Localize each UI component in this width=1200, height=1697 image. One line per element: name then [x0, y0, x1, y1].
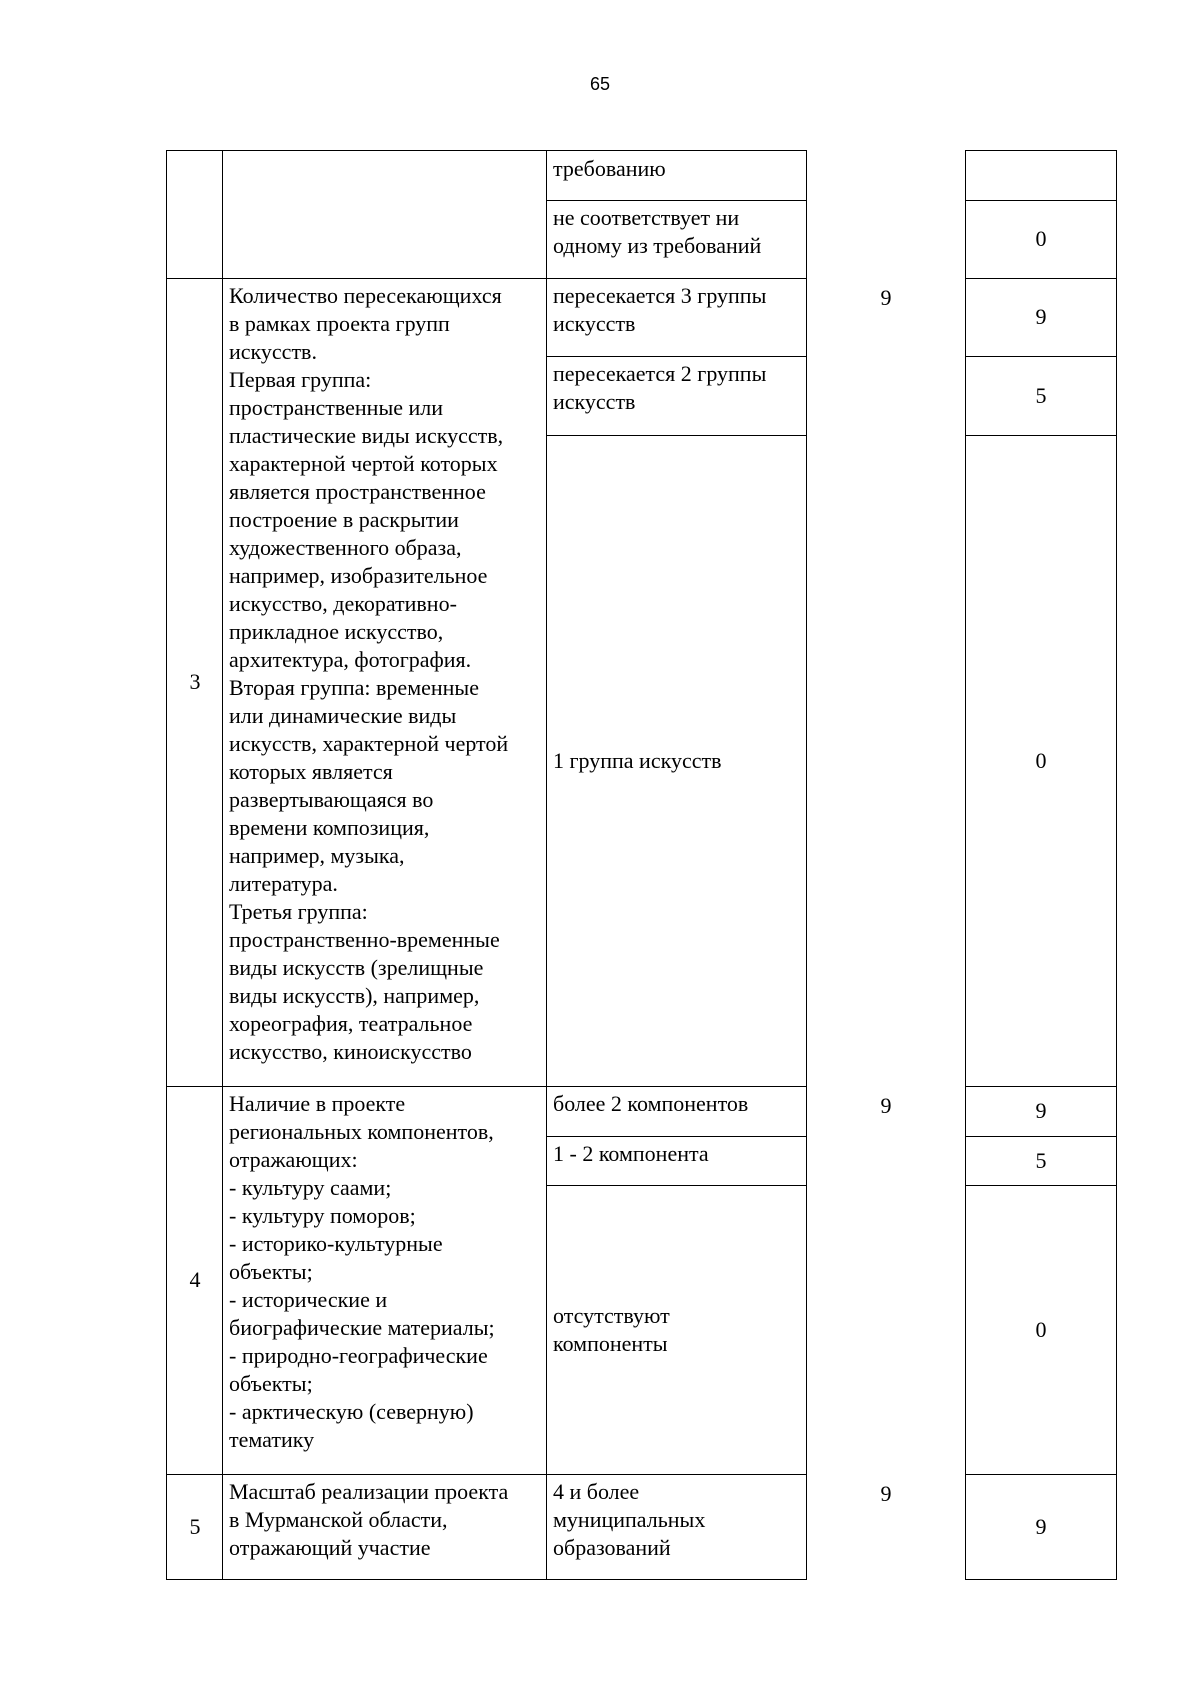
- table-cell-score: 9: [965, 1086, 1117, 1137]
- table-cell-score: [965, 150, 1117, 201]
- table-cell-score: 5: [965, 356, 1117, 436]
- table-cell-criterion: Количество пересекающихся в рамках проекта групп искусств. Первая группа: пространственные или пластические виды искусств, характерной чертой которых является пространственное построение в раскрытии художественного образа, например, изобразительное искусство, декоративно- прикладное искусство, архитектура, фотография. Вторая группа: временные или динамические виды искусств, характерной чертой которых является развертывающаяся во времени композиция, например, музыка, литература. Третья группа: пространственно-временные виды искусств (зрелищные виды искусств), например, хореография, театральное искусство, киноискусство: [222, 278, 547, 1087]
- table-cell-option: 1 группа искусств: [546, 435, 807, 1087]
- table-cell-option: не соответствует ни одному из требований: [546, 200, 807, 279]
- table-cell-row-number: 5: [166, 1474, 223, 1580]
- table-cell-score: 9: [965, 278, 1117, 357]
- table-cell-row-number: 4: [166, 1086, 223, 1475]
- table-cell-score: 0: [965, 200, 1117, 279]
- table-cell-num-empty: [166, 150, 223, 279]
- table-cell-score: 5: [965, 1136, 1117, 1186]
- table-cell-score: 0: [965, 1185, 1117, 1475]
- table-cell-max-score: 9: [880, 1481, 892, 1506]
- table-cell-criterion: Наличие в проекте региональных компонентов, отражающих: - культуру саами; - культуру поморов; - историко-культурные объекты; - исторические и биографические материалы; - природно-географические объекты; - арктическую (северную) тематику: [222, 1086, 547, 1475]
- table-cell-option: требованию: [546, 150, 807, 201]
- table-cell-max-score: 9: [880, 285, 892, 310]
- table-cell-option: 4 и более муниципальных образований: [546, 1474, 807, 1580]
- table-cell-row-number: 3: [166, 278, 223, 1087]
- table-cell-option: 1 - 2 компонента: [546, 1136, 807, 1186]
- page-number: 65: [589, 74, 611, 94]
- table-cell-score: 0: [965, 435, 1117, 1087]
- table-cell-option: более 2 компонентов: [546, 1086, 807, 1137]
- table-cell-option: пересекается 3 группы искусств: [546, 278, 807, 357]
- table-cell-max-score: 9: [880, 1093, 892, 1118]
- table-cell-score: 9: [965, 1474, 1117, 1580]
- table-cell-criterion-empty: [222, 150, 547, 279]
- table-cell-criterion: Масштаб реализации проекта в Мурманской области, отражающий участие: [222, 1474, 547, 1580]
- table-cell-option: пересекается 2 группы искусств: [546, 356, 807, 436]
- table-cell-option: отсутствуют компоненты: [546, 1185, 807, 1475]
